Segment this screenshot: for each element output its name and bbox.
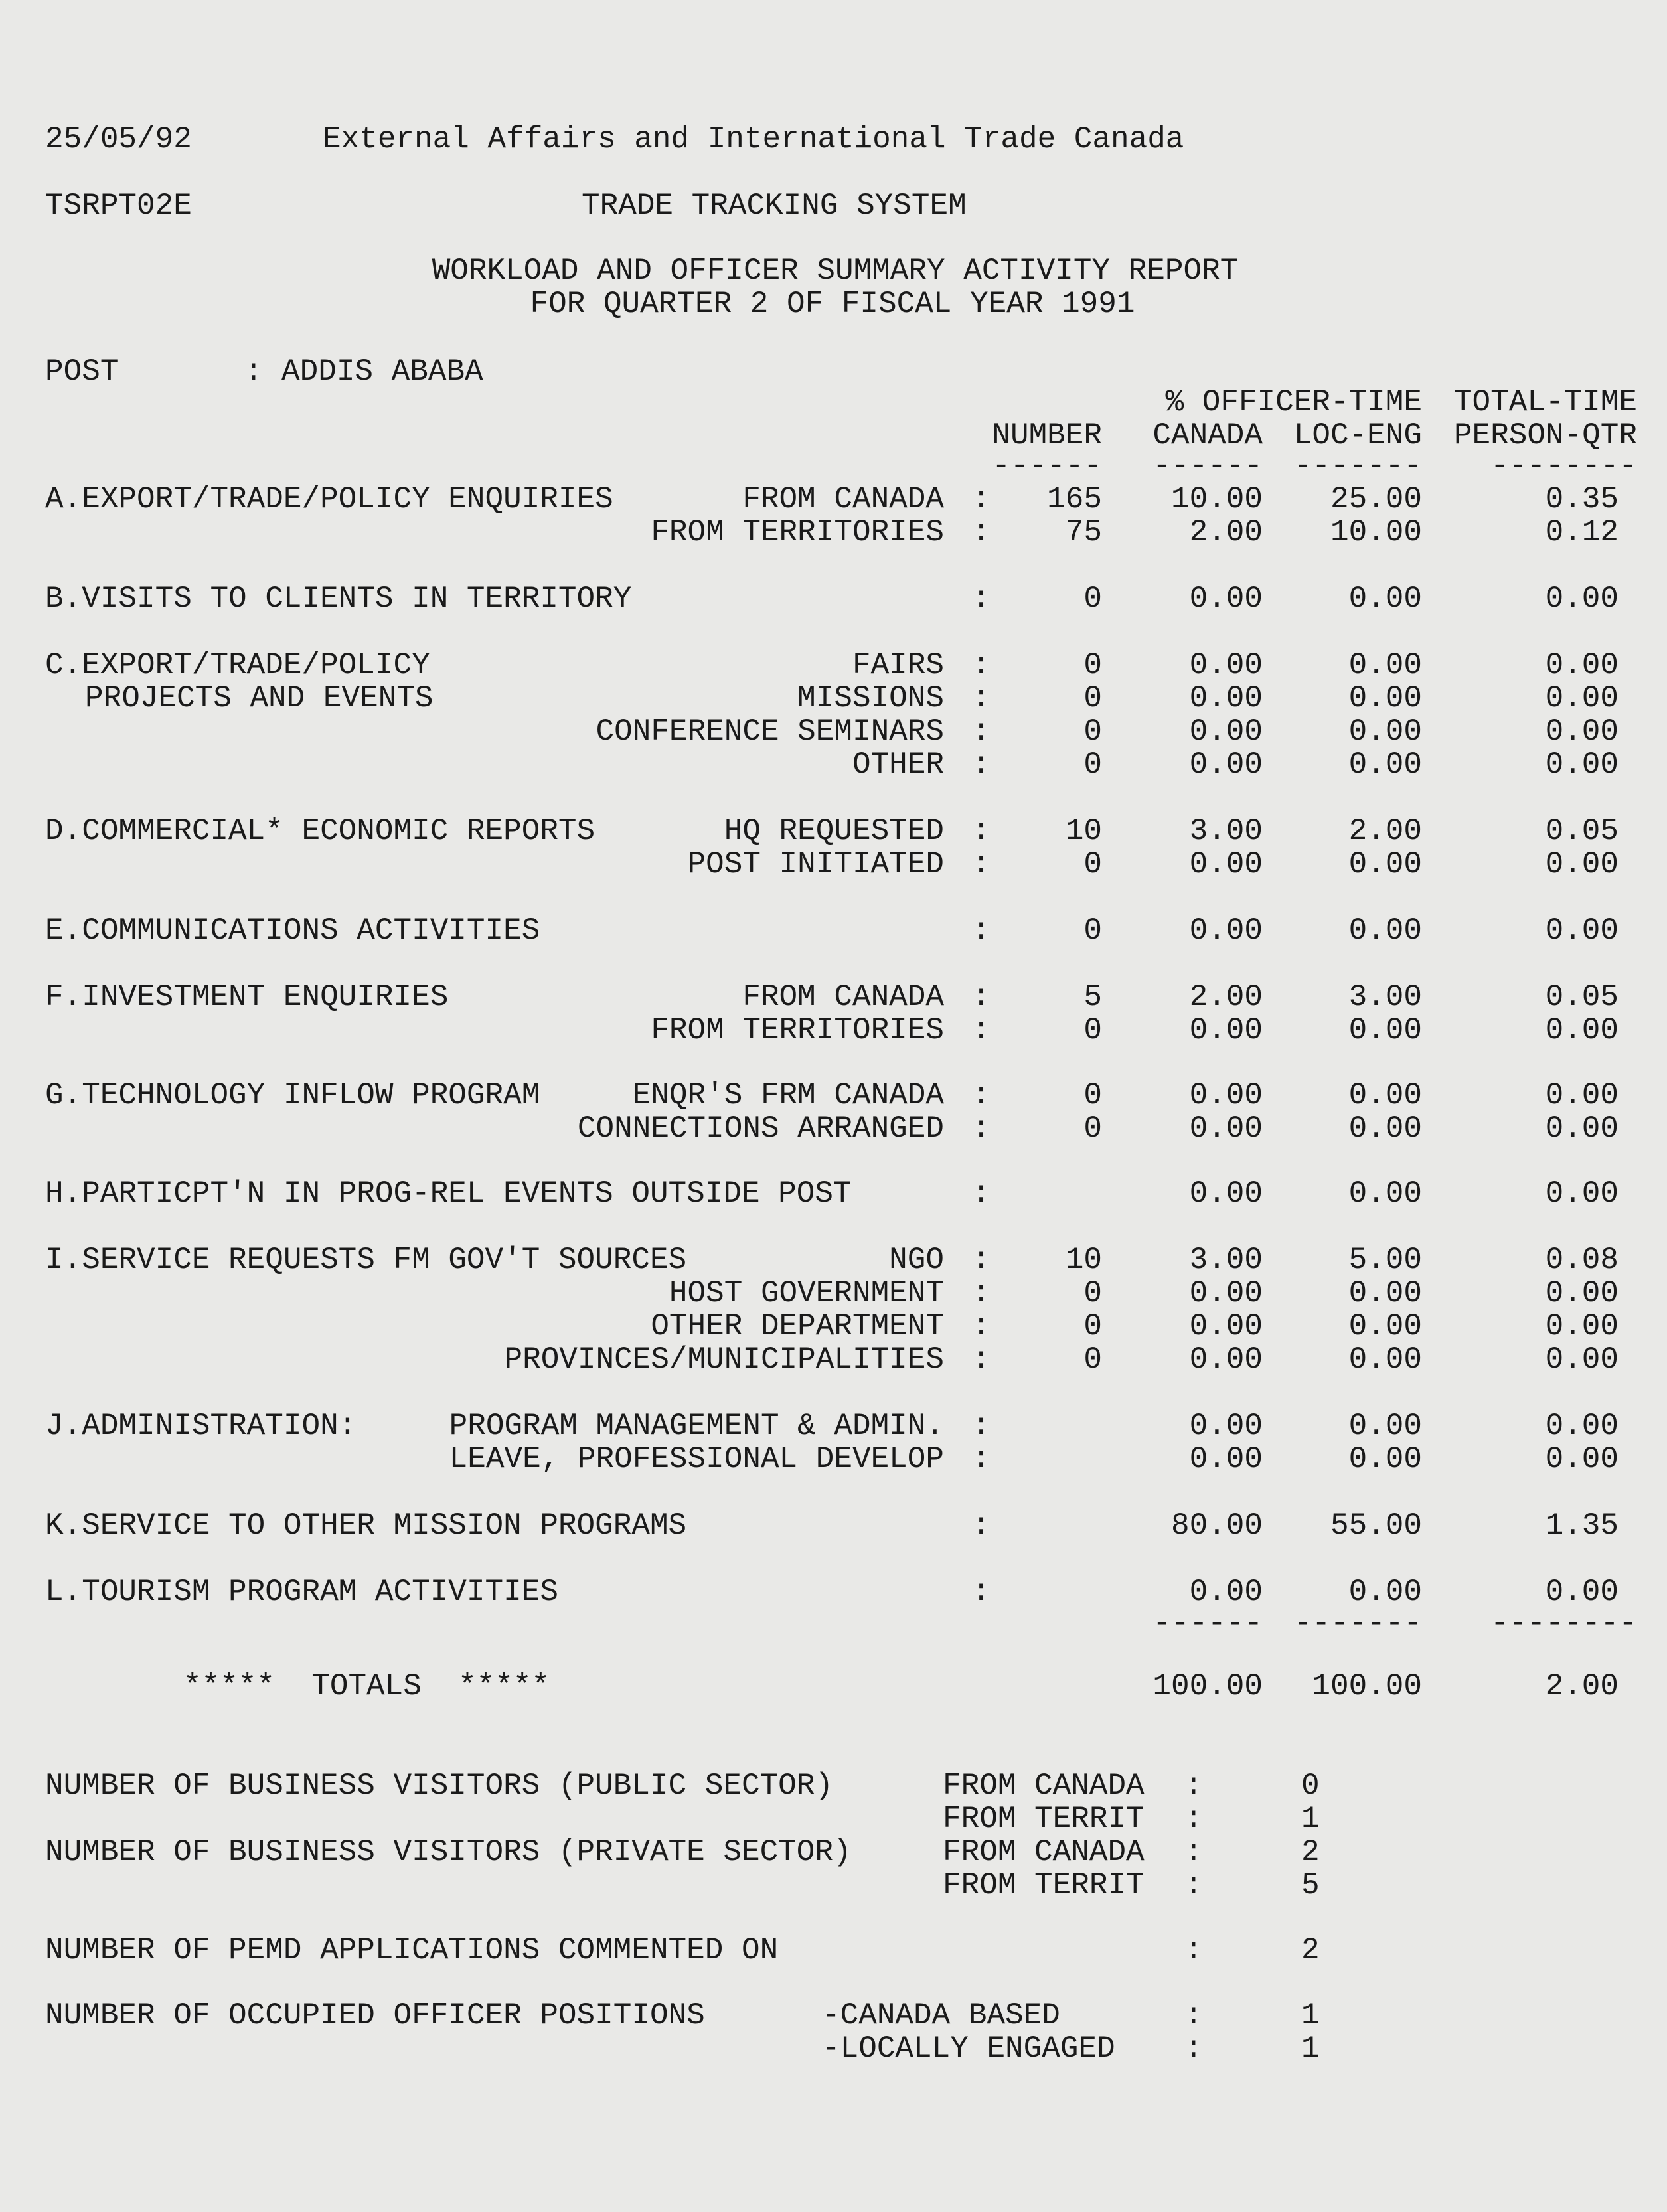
value-person-qtr: 0.00 — [1545, 913, 1619, 948]
value-canada: 0.00 — [1189, 648, 1263, 682]
report-period-row — [0, 284, 1667, 324]
totals-person-qtr: 2.00 — [1545, 1669, 1619, 1703]
row-subcategory: OTHER DEPARTMENT — [651, 1309, 944, 1344]
value-loc-eng: 0.00 — [1348, 582, 1422, 616]
section-row — [0, 1506, 1667, 1545]
row-separator: : — [972, 1243, 991, 1277]
row-subcategory: CONNECTIONS ARRANGED — [577, 1111, 944, 1146]
footer-separator: : — [1184, 1933, 1203, 1968]
footer-separator: : — [1184, 1835, 1203, 1869]
section-title: J.ADMINISTRATION: — [45, 1409, 357, 1443]
value-loc-eng: 5.00 — [1348, 1243, 1422, 1277]
row-separator: : — [972, 1013, 991, 1048]
value-loc-eng: 0.00 — [1348, 847, 1422, 882]
row-separator: : — [972, 515, 991, 550]
value-loc-eng: 2.00 — [1348, 814, 1422, 848]
footer-subcategory: -CANADA BASED — [822, 1998, 1060, 2033]
value-person-qtr: 0.00 — [1545, 1342, 1619, 1377]
row-separator: : — [972, 1078, 991, 1113]
col-number: NUMBER — [992, 418, 1102, 453]
value-canada: 0.00 — [1189, 1442, 1263, 1476]
value-number: 10 — [1065, 1243, 1102, 1277]
section-title: K.SERVICE TO OTHER MISSION PROGRAMS — [45, 1508, 687, 1543]
value-canada: 0.00 — [1189, 1078, 1263, 1113]
col-pct-officer-time: % OFFICER-TIME — [1165, 385, 1422, 420]
col-total-time: TOTAL-TIME — [1453, 385, 1637, 420]
value-person-qtr: 0.35 — [1545, 482, 1619, 516]
value-canada: 0.00 — [1189, 1276, 1263, 1310]
footer-stat-row — [0, 2029, 1667, 2069]
footer-subcategory: FROM TERRIT — [943, 1868, 1145, 1903]
value-loc-eng: 0.00 — [1348, 1176, 1422, 1211]
value-number: 0 — [1083, 648, 1102, 682]
section-row — [0, 1340, 1667, 1380]
row-separator: : — [972, 1176, 991, 1211]
post-label: POST — [45, 355, 119, 389]
footer-label: NUMBER OF PEMD APPLICATIONS COMMENTED ON — [45, 1933, 779, 1968]
footer-value: 1 — [1301, 2031, 1320, 2066]
section-title: E.COMMUNICATIONS ACTIVITIES — [45, 913, 540, 948]
footer-separator: : — [1184, 1769, 1203, 1803]
section-title: F.INVESTMENT ENQUIRIES — [45, 980, 449, 1014]
value-loc-eng: 0.00 — [1348, 1111, 1422, 1146]
report-date: 25/05/92 — [45, 122, 192, 157]
value-loc-eng: 0.00 — [1348, 748, 1422, 782]
row-separator: : — [972, 1442, 991, 1476]
value-person-qtr: 0.00 — [1545, 648, 1619, 682]
row-subcategory: FROM CANADA — [742, 482, 944, 516]
value-loc-eng: 3.00 — [1348, 980, 1422, 1014]
value-person-qtr: 0.08 — [1545, 1243, 1619, 1277]
value-person-qtr: 0.00 — [1545, 1442, 1619, 1476]
value-number: 0 — [1083, 714, 1102, 749]
footer-stat-row — [0, 1865, 1667, 1905]
section-title: B.VISITS TO CLIENTS IN TERRITORY — [45, 582, 632, 616]
value-canada: 0.00 — [1189, 714, 1263, 749]
value-person-qtr: 0.00 — [1545, 1276, 1619, 1310]
row-separator: : — [972, 1276, 991, 1310]
value-person-qtr: 1.35 — [1545, 1508, 1619, 1543]
section-title: A.EXPORT/TRADE/POLICY ENQUIRIES — [45, 482, 613, 516]
value-person-qtr: 0.12 — [1545, 515, 1619, 550]
row-separator: : — [972, 847, 991, 882]
post-name: ADDIS ABABA — [281, 355, 483, 389]
row-subcategory: PROGRAM MANAGEMENT & ADMIN. — [449, 1409, 944, 1443]
row-subcategory: ENQR'S FRM CANADA — [632, 1078, 944, 1113]
section-row — [0, 1010, 1667, 1050]
value-loc-eng: 0.00 — [1348, 681, 1422, 716]
totals-dash-loc-eng: ------- — [1293, 1607, 1422, 1641]
section-row — [0, 513, 1667, 552]
value-loc-eng: 0.00 — [1348, 1309, 1422, 1344]
value-number: 0 — [1083, 1276, 1102, 1310]
value-number: 0 — [1083, 913, 1102, 948]
value-loc-eng: 10.00 — [1330, 515, 1422, 550]
value-person-qtr: 0.00 — [1545, 748, 1619, 782]
col-canada: CANADA — [1152, 418, 1263, 453]
totals-loc-eng: 100.00 — [1312, 1669, 1422, 1703]
system-name: TRADE TRACKING SYSTEM — [582, 189, 967, 223]
dash-loc-eng: ------- — [1293, 449, 1422, 483]
row-separator: : — [972, 913, 991, 948]
totals-row — [0, 1666, 1667, 1706]
value-number: 0 — [1083, 1309, 1102, 1344]
col-loc-eng: LOC-ENG — [1293, 418, 1422, 453]
value-person-qtr: 0.05 — [1545, 980, 1619, 1014]
value-loc-eng: 0.00 — [1348, 1276, 1422, 1310]
row-separator: : — [972, 814, 991, 848]
value-person-qtr: 0.00 — [1545, 582, 1619, 616]
section-row — [0, 844, 1667, 884]
value-number: 0 — [1083, 847, 1102, 882]
row-separator: : — [972, 482, 991, 516]
row-subcategory: LEAVE, PROFESSIONAL DEVELOP — [449, 1442, 944, 1476]
value-canada: 0.00 — [1189, 582, 1263, 616]
footer-subcategory: FROM CANADA — [943, 1835, 1145, 1869]
footer-separator: : — [1184, 1802, 1203, 1836]
value-canada: 2.00 — [1189, 515, 1263, 550]
section-title: H.PARTICPT'N IN PROG-REL EVENTS OUTSIDE POST — [45, 1176, 852, 1211]
value-canada: 80.00 — [1170, 1508, 1263, 1543]
value-loc-eng: 25.00 — [1330, 482, 1422, 516]
value-number: 0 — [1083, 1013, 1102, 1048]
row-subcategory: FAIRS — [852, 648, 944, 682]
footer-separator: : — [1184, 2031, 1203, 2066]
row-separator: : — [972, 1342, 991, 1377]
value-canada: 0.00 — [1189, 1111, 1263, 1146]
post-separator: : — [244, 355, 263, 389]
value-number: 5 — [1083, 980, 1102, 1014]
footer-value: 2 — [1301, 1933, 1320, 1968]
value-person-qtr: 0.00 — [1545, 1013, 1619, 1048]
footer-separator: : — [1184, 1868, 1203, 1903]
value-canada: 0.00 — [1189, 1575, 1263, 1609]
value-loc-eng: 0.00 — [1348, 1342, 1422, 1377]
footer-stat-row — [0, 1931, 1667, 1970]
footer-subcategory: FROM CANADA — [943, 1769, 1145, 1803]
section-row — [0, 1174, 1667, 1214]
value-loc-eng: 0.00 — [1348, 714, 1422, 749]
report-title: WORKLOAD AND OFFICER SUMMARY ACTIVITY REPORT — [432, 254, 1239, 288]
value-canada: 3.00 — [1189, 814, 1263, 848]
value-loc-eng: 0.00 — [1348, 1013, 1422, 1048]
value-person-qtr: 0.00 — [1545, 681, 1619, 716]
value-loc-eng: 0.00 — [1348, 913, 1422, 948]
value-loc-eng: 0.00 — [1348, 1078, 1422, 1113]
row-separator: : — [972, 1111, 991, 1146]
row-subcategory: FROM TERRITORIES — [651, 515, 944, 550]
value-number: 0 — [1083, 1111, 1102, 1146]
value-person-qtr: 0.00 — [1545, 1176, 1619, 1211]
totals-dash-canada: ------ — [1152, 1607, 1263, 1641]
footer-value: 2 — [1301, 1835, 1320, 1869]
value-person-qtr: 0.00 — [1545, 1575, 1619, 1609]
header-line-2 — [0, 186, 1667, 226]
value-person-qtr: 0.00 — [1545, 1409, 1619, 1443]
value-loc-eng: 55.00 — [1330, 1508, 1422, 1543]
section-row — [0, 1439, 1667, 1479]
value-number: 75 — [1065, 515, 1102, 550]
row-subcategory: FROM TERRITORIES — [651, 1013, 944, 1048]
row-separator: : — [972, 1409, 991, 1443]
value-canada: 0.00 — [1189, 1409, 1263, 1443]
footer-value: 0 — [1301, 1769, 1320, 1803]
totals-canada: 100.00 — [1152, 1669, 1263, 1703]
value-person-qtr: 0.00 — [1545, 714, 1619, 749]
footer-value: 1 — [1301, 1998, 1320, 2033]
value-canada: 0.00 — [1189, 847, 1263, 882]
row-subcategory: PROVINCES/MUNICIPALITIES — [504, 1342, 944, 1377]
row-subcategory: OTHER — [852, 748, 944, 782]
value-loc-eng: 0.00 — [1348, 1409, 1422, 1443]
footer-value: 5 — [1301, 1868, 1320, 1903]
header-line-1 — [0, 119, 1667, 159]
section-title: G.TECHNOLOGY INFLOW PROGRAM — [45, 1078, 540, 1113]
row-subcategory: NGO — [889, 1243, 944, 1277]
row-separator: : — [972, 648, 991, 682]
value-canada: 0.00 — [1189, 748, 1263, 782]
section-title: D.COMMERCIAL* ECONOMIC REPORTS — [45, 814, 595, 848]
row-subcategory: HQ REQUESTED — [724, 814, 944, 848]
footer-subcategory: FROM TERRIT — [943, 1802, 1145, 1836]
organization-name: External Affairs and International Trade Canada — [323, 122, 1184, 157]
dash-number: ------ — [992, 449, 1102, 483]
value-canada: 0.00 — [1189, 1309, 1263, 1344]
row-separator: : — [972, 714, 991, 749]
value-number: 0 — [1083, 1078, 1102, 1113]
value-canada: 0.00 — [1189, 1342, 1263, 1377]
value-canada: 0.00 — [1189, 1176, 1263, 1211]
value-loc-eng: 0.00 — [1348, 1575, 1422, 1609]
row-subcategory: FROM CANADA — [742, 980, 944, 1014]
value-number: 10 — [1065, 814, 1102, 848]
value-canada: 0.00 — [1189, 681, 1263, 716]
row-separator: : — [972, 1309, 991, 1344]
footer-label: NUMBER OF BUSINESS VISITORS (PRIVATE SECTOR) — [45, 1835, 852, 1869]
value-canada: 0.00 — [1189, 1013, 1263, 1048]
value-person-qtr: 0.00 — [1545, 1078, 1619, 1113]
row-separator: : — [972, 1508, 991, 1543]
section-row — [0, 579, 1667, 619]
section-title-line-2: PROJECTS AND EVENTS — [85, 681, 434, 716]
row-subcategory: POST INITIATED — [687, 847, 944, 882]
row-separator: : — [972, 748, 991, 782]
value-person-qtr: 0.00 — [1545, 1111, 1619, 1146]
value-person-qtr: 0.00 — [1545, 847, 1619, 882]
footer-label: NUMBER OF BUSINESS VISITORS (PUBLIC SECTOR) — [45, 1769, 833, 1803]
row-subcategory: MISSIONS — [797, 681, 944, 716]
value-number: 0 — [1083, 582, 1102, 616]
section-row — [0, 911, 1667, 951]
value-person-qtr: 0.05 — [1545, 814, 1619, 848]
value-number: 0 — [1083, 748, 1102, 782]
report-code: TSRPT02E — [45, 189, 192, 223]
section-title: L.TOURISM PROGRAM ACTIVITIES — [45, 1575, 558, 1609]
row-subcategory: HOST GOVERNMENT — [669, 1276, 944, 1310]
value-loc-eng: 0.00 — [1348, 1442, 1422, 1476]
footer-label: NUMBER OF OCCUPIED OFFICER POSITIONS — [45, 1998, 705, 2033]
footer-subcategory: -LOCALLY ENGAGED — [822, 2031, 1115, 2066]
value-loc-eng: 0.00 — [1348, 648, 1422, 682]
value-canada: 10.00 — [1170, 482, 1263, 516]
section-title: I.SERVICE REQUESTS FM GOV'T SOURCES — [45, 1243, 687, 1277]
row-separator: : — [972, 582, 991, 616]
footer-value: 1 — [1301, 1802, 1320, 1836]
value-number: 0 — [1083, 681, 1102, 716]
totals-underline-row — [0, 1604, 1667, 1644]
section-title: C.EXPORT/TRADE/POLICY — [45, 648, 430, 682]
row-separator: : — [972, 1575, 991, 1609]
value-canada: 2.00 — [1189, 980, 1263, 1014]
col-person-qtr: PERSON-QTR — [1453, 418, 1637, 453]
footer-separator: : — [1184, 1998, 1203, 2033]
totals-label: ***** TOTALS ***** — [183, 1669, 550, 1703]
value-canada: 3.00 — [1189, 1243, 1263, 1277]
report-period: FOR QUARTER 2 OF FISCAL YEAR 1991 — [530, 287, 1135, 321]
section-row — [0, 1109, 1667, 1148]
row-separator: : — [972, 980, 991, 1014]
section-row — [0, 745, 1667, 785]
value-person-qtr: 0.00 — [1545, 1309, 1619, 1344]
value-number: 165 — [1047, 482, 1102, 516]
dash-canada: ------ — [1152, 449, 1263, 483]
totals-dash-person-qtr: -------- — [1490, 1607, 1637, 1641]
value-number: 0 — [1083, 1342, 1102, 1377]
value-canada: 0.00 — [1189, 913, 1263, 948]
row-subcategory: CONFERENCE SEMINARS — [595, 714, 944, 749]
row-separator: : — [972, 681, 991, 716]
dash-person-qtr: -------- — [1490, 449, 1637, 483]
